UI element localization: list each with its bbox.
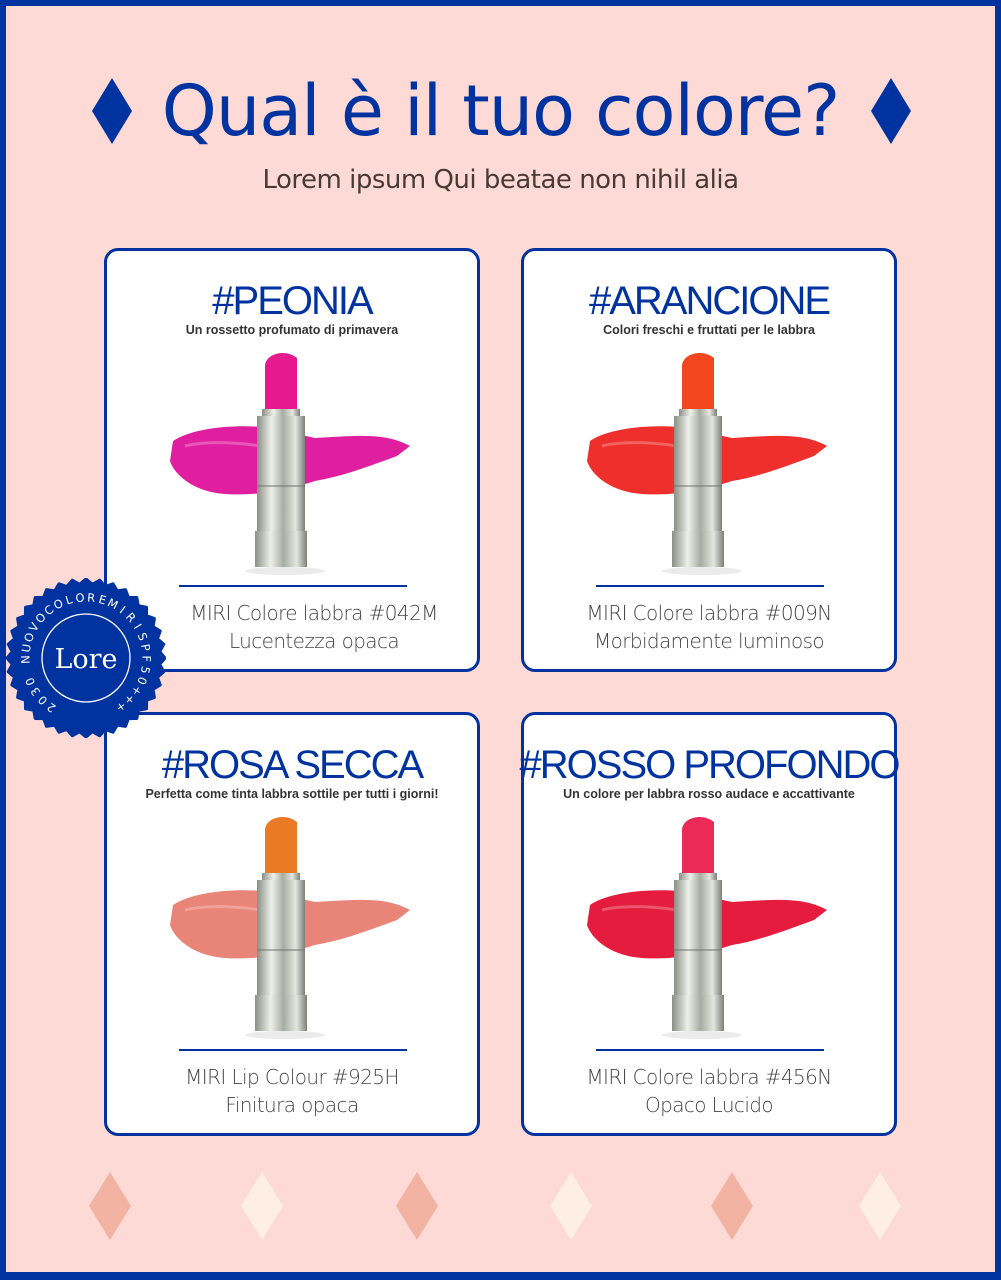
stamp-ring-letter: 2 [44, 699, 59, 716]
stamp-ring-letter: O [51, 595, 66, 613]
stamp-ring-letter: U [18, 642, 34, 654]
stamp-ring-letter: O [74, 590, 86, 606]
product-card-rosa-secca [104, 712, 480, 1136]
stamp-ring-letter: P [138, 642, 154, 653]
product-name: MIRI Colore labbra #042M [190, 601, 438, 625]
stamp-center-text: Lore [54, 644, 118, 675]
stamp-ring-letter: C [41, 602, 57, 619]
stamp-ring-letter: M [105, 595, 121, 613]
stamp-ring-letter: N [18, 655, 33, 664]
product-finish: Finitura opaca [225, 1093, 359, 1117]
divider [179, 1049, 407, 1051]
stamp-ring-letter: R [122, 609, 139, 626]
lipstick-image [165, 346, 425, 581]
stamp-ring-letter: V [25, 620, 42, 635]
card-title: #ROSA SECCA [161, 743, 423, 787]
divider [596, 585, 824, 587]
stamp-ring-letter: 0 [35, 692, 51, 708]
product-finish: Morbidamente luminoso [593, 629, 825, 653]
diamond-icon [711, 1172, 753, 1240]
stamp-ring-letter: I [116, 603, 129, 617]
card-description: Perfetta come tinta labbra sottile per tutti i giorni! [145, 787, 439, 801]
stamp-ring-letter: L [63, 592, 74, 608]
page-title: Qual è il tuo colore? [161, 70, 840, 152]
product-card-rosso-profondo [521, 712, 897, 1136]
card-title: #ARANCIONE [588, 279, 830, 323]
stamp-ring-letter: F [139, 655, 154, 663]
lipstick-image [582, 346, 842, 581]
stamp-ring-letter: E [97, 591, 108, 608]
diamond-icon [396, 1172, 438, 1240]
stamp-ring-letter: 3 [27, 684, 44, 699]
stamp-ring-letter: O [21, 630, 38, 644]
divider [596, 1049, 824, 1051]
stamp-ring-letter: + [113, 698, 130, 716]
stamp-badge [6, 578, 166, 738]
diamond-icon [89, 1172, 131, 1240]
stamp-ring-letter: 0 [134, 674, 150, 687]
stamp-ring-letter: 5 [137, 665, 153, 675]
diamond-icon [859, 1172, 901, 1240]
stamp-ring-letter: 0 [22, 675, 39, 688]
diamond-icon [241, 1172, 283, 1240]
page-subtitle: Lorem ipsum Qui beatae non nihil alia [262, 165, 739, 195]
diamond-icon [550, 1172, 592, 1240]
card-description: Un rossetto profumato di primavera [185, 323, 399, 337]
stamp-ring-letter: I [130, 621, 145, 632]
card-description: Un colore per labbra rosso audace e accattivante [563, 787, 855, 801]
stamp-ring-letter: S [134, 630, 151, 643]
product-name: MIRI Lip Colour #925H [185, 1065, 399, 1089]
stamp-ring-letter: + [128, 683, 146, 699]
product-finish: Opaco Lucido [644, 1093, 774, 1117]
product-finish: Lucentezza opaca [228, 629, 400, 653]
stamp-ring-letter: R [86, 590, 96, 606]
stamp-ring-letter: + [121, 691, 139, 709]
product-name: MIRI Colore labbra #009N [586, 601, 832, 625]
stamp-ring-letter: O [32, 609, 49, 626]
divider [179, 585, 407, 587]
card-title: #PEONIA [212, 279, 372, 323]
lipstick-image [582, 810, 842, 1045]
lipstick-image [165, 810, 425, 1045]
product-name: MIRI Colore labbra #456N [586, 1065, 832, 1089]
card-title: #ROSSO PROFONDO [519, 743, 899, 787]
card-description: Colori freschi e fruttati per le labbra [603, 323, 815, 337]
product-card-arancione [521, 248, 897, 672]
